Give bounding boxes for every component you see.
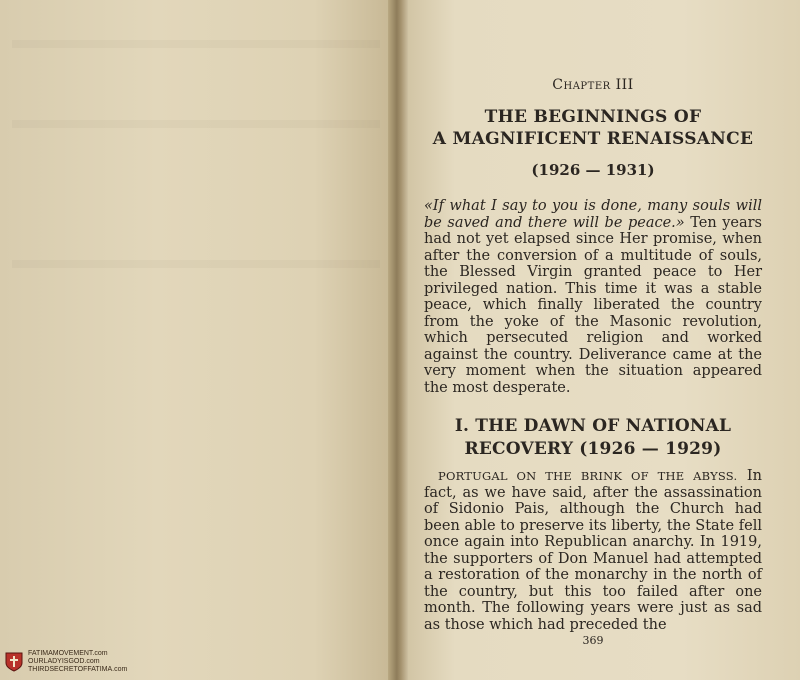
intro-paragraph — [424, 198, 762, 396]
intro-quote: «If what I say to you is done, many souls will be saved and there will be peace.» — [424, 198, 762, 231]
book-spine — [388, 0, 410, 680]
site-watermark — [4, 648, 127, 676]
watermark-url-3: THIRDSECRETOFFATIMA.com — [28, 666, 128, 673]
bleed-through-line — [12, 40, 380, 48]
page-number: 369 — [582, 634, 604, 647]
chapter-title — [424, 106, 762, 150]
intro-text: Ten years had not yet elapsed since Her promise, when after the conversion of a multitude of souls, the Blessed Virgin granted peace to Her privileged nation. This time it was a stable peace, which finally liberated the country from the yoke of the Masonic revolution, which persecuted religion and worked against the country. Deliverance came at the very moment when the situation appeared the most desperate. — [424, 214, 762, 396]
chapter-label: Chapter III — [552, 77, 634, 93]
section-title-line-1: I. THE DAWN OF NATIONAL — [454, 416, 732, 436]
chapter-title-line-2: A MAGNIFICENT RENAISSANCE — [432, 129, 754, 149]
chapter-dates: (1926 — 1931) — [531, 161, 655, 179]
paragraph-lead-in: PORTUGAL ON THE BRINK OF THE ABYSS. — [438, 469, 738, 483]
chapter-title-line-1: THE BEGINNINGS OF — [484, 107, 702, 127]
section-title-line-2: RECOVERY (1926 — 1929) — [464, 439, 722, 459]
body-text: In fact, as we have said, after the assassination of Sidonio Pais, although the Church had been able to preserve its liberty, the State fell once again into Republican anarchy. In 1919, the supporters of Don Manuel had attempted a restoration of the monarchy in the north of the country, but this too failed after one month. The following years were just as sad as those which had preceded the — [424, 468, 762, 633]
shield-logo-icon — [4, 651, 24, 673]
watermark-url-1: FATIMAMOVEMENT.com — [28, 650, 108, 657]
body-paragraph — [424, 468, 762, 633]
bleed-through-line — [12, 260, 380, 268]
section-title — [424, 415, 762, 461]
left-blank-page — [0, 0, 392, 680]
watermark-urls — [28, 650, 127, 674]
watermark-url-2: OURLADYISGOD.com — [28, 658, 100, 665]
bleed-through-line — [12, 120, 380, 128]
